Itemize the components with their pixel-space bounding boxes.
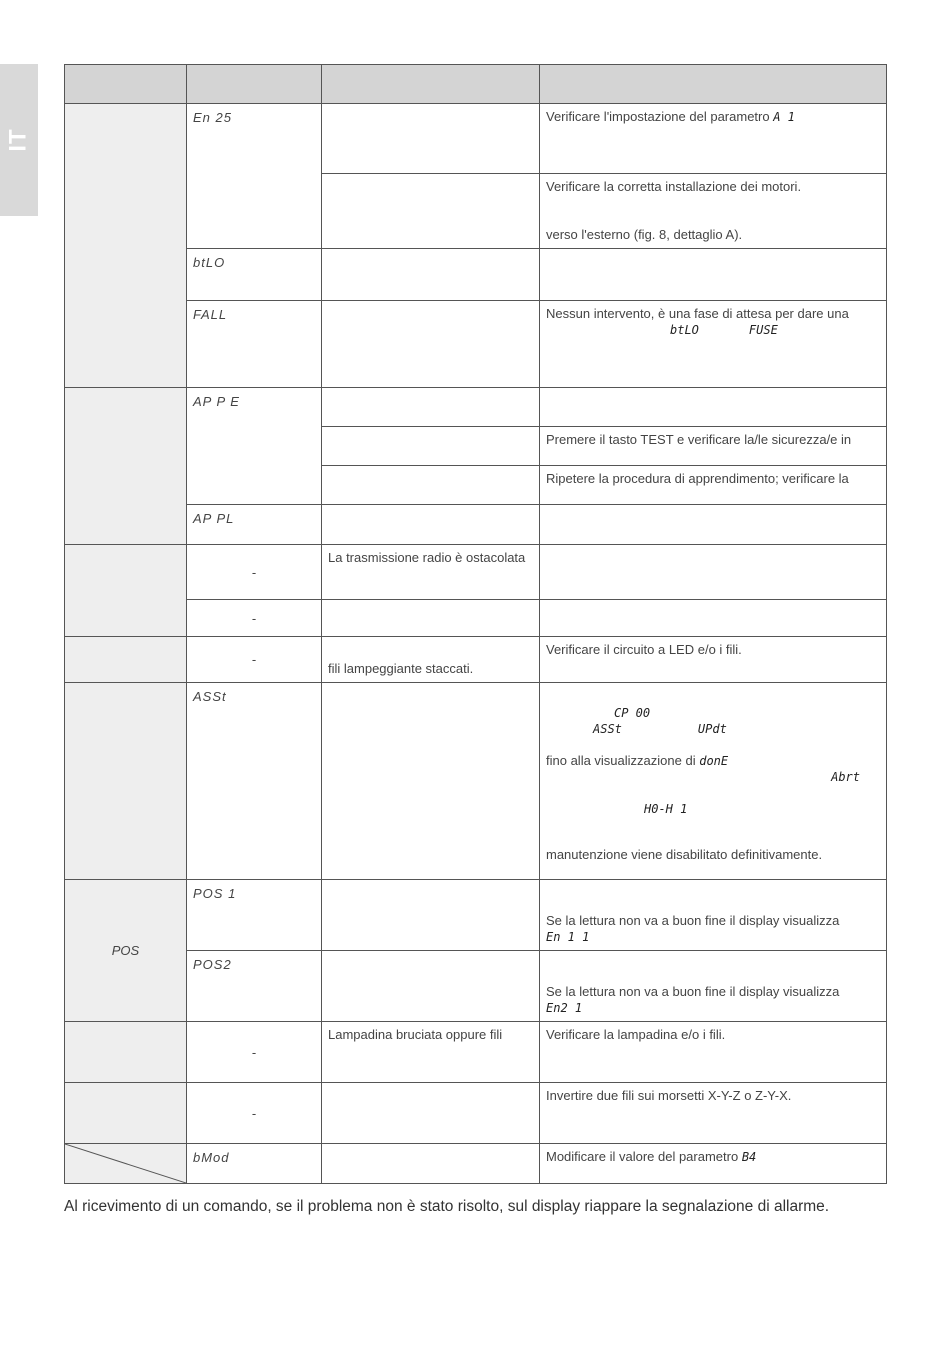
cause-cell [322, 249, 540, 301]
alarm-code: Abrt [831, 770, 860, 784]
display-code: FALL [187, 301, 322, 388]
group-cell [65, 104, 187, 388]
remedy-cell [540, 600, 887, 637]
display-code: En 25 [187, 104, 322, 249]
table-row [65, 880, 887, 951]
alarm-code: CP 00 [614, 706, 651, 720]
remedy-cell [540, 683, 887, 880]
remedy-text: Se la lettura non va a buon fine il display visualizza [546, 913, 840, 928]
remedy-cell [540, 545, 887, 600]
display-code: AP PL [187, 505, 322, 545]
group-cell [65, 1022, 187, 1083]
alarm-code: H0-H 1 [644, 802, 688, 816]
table-row [65, 249, 887, 301]
display-code: btLO [187, 249, 322, 301]
group-cell [65, 637, 187, 683]
header-cell [540, 65, 887, 104]
remedy-text: Nessun intervento, è una fase di attesa per dare una [546, 306, 849, 321]
table-header-row [65, 65, 887, 104]
table-row [65, 104, 887, 174]
table-row [65, 545, 887, 600]
display-code: - [187, 600, 322, 637]
cause-cell: fili lampeggiante staccati. [322, 637, 540, 683]
table-row [65, 1022, 887, 1083]
table-row [65, 505, 887, 545]
pos-label: POS [65, 880, 187, 1022]
display-code: - [187, 637, 322, 683]
display-code: - [187, 1083, 322, 1144]
remedy-cell: Ripetere la procedura di apprendimento; verificare la [540, 466, 887, 505]
remedy-cell [540, 388, 887, 427]
table-row [65, 683, 887, 880]
display-code: bMod [187, 1144, 322, 1184]
table-row [65, 951, 887, 1022]
remedy-text: manutenzione viene disabilitato definitivamente. [546, 847, 823, 862]
cause-cell [322, 683, 540, 880]
cause-cell [322, 951, 540, 1022]
cause-cell [322, 466, 540, 505]
alarm-table [64, 64, 887, 1184]
table-row [65, 637, 887, 683]
language-label: IT [4, 128, 32, 152]
table-row [65, 301, 887, 388]
table-row [65, 1083, 887, 1144]
alarm-code: ASSt [593, 722, 622, 736]
remedy-cell [540, 174, 887, 249]
cause-cell [322, 880, 540, 951]
cause-cell [322, 1083, 540, 1144]
remedy-text: verso l'esterno (fig. 8, dettaglio A). [546, 227, 743, 242]
remedy-text: fino alla visualizzazione di [546, 753, 696, 768]
remedy-cell [540, 951, 887, 1022]
remedy-text: Se la lettura non va a buon fine il display visualizza [546, 984, 840, 999]
display-code: AP P E [187, 388, 322, 505]
cause-cell [322, 388, 540, 427]
alarm-code: En 1 1 [546, 930, 590, 944]
cause-cell [322, 600, 540, 637]
cause-cell [322, 427, 540, 466]
display-code: - [187, 1022, 322, 1083]
table-row [65, 388, 887, 427]
cause-cell [322, 174, 540, 249]
display-code: - [187, 545, 322, 600]
display-code: POS 1 [187, 880, 322, 951]
remedy-cell: Verificare il circuito a LED e/o i fili. [540, 637, 887, 683]
remedy-cell [540, 249, 887, 301]
table-row [65, 600, 887, 637]
alarm-code: donE [699, 754, 729, 768]
remedy-cell [540, 505, 887, 545]
remedy-text: Verificare la corretta installazione dei motori. [546, 179, 802, 194]
param-code: B4 [741, 1150, 757, 1164]
group-cell [65, 388, 187, 545]
display-code: POS2 [187, 951, 322, 1022]
header-cell [322, 65, 540, 104]
diagonal-line [65, 1144, 186, 1183]
footer-note: Al ricevimento di un comando, se il problema non è stato risolto, sul display riappare la segnalazione di allarme. [64, 1198, 830, 1215]
remedy-text: Verificare l'impostazione del parametro [546, 109, 770, 124]
remedy-cell [540, 1144, 887, 1184]
remedy-cell [540, 301, 887, 388]
header-cell [65, 65, 187, 104]
cause-cell [322, 104, 540, 174]
diagonal-cell [65, 1144, 187, 1184]
remedy-cell [540, 104, 887, 174]
remedy-cell: Verificare la lampadina e/o i fili. [540, 1022, 887, 1083]
group-cell [65, 683, 187, 880]
table-row [65, 1144, 887, 1184]
remedy-cell: Premere il tasto TEST e verificare la/le sicurezza/e in [540, 427, 887, 466]
cause-cell [322, 1144, 540, 1184]
cause-cell [322, 301, 540, 388]
remedy-cell: Invertire due fili sui morsetti X-Y-Z o Z-Y-X. [540, 1083, 887, 1144]
alarm-code: btLO [670, 323, 699, 337]
alarm-code: FUSE [748, 323, 778, 337]
remedy-text: Modificare il valore del parametro [546, 1149, 739, 1164]
alarm-code: UPdt [697, 722, 727, 736]
remedy-cell [540, 880, 887, 951]
cause-cell [322, 505, 540, 545]
alarm-code: En2 1 [546, 1001, 583, 1015]
cause-cell: La trasmissione radio è ostacolata [322, 545, 540, 600]
cause-cell: Lampadina bruciata oppure fili [322, 1022, 540, 1083]
group-cell [65, 1083, 187, 1144]
header-cell [187, 65, 322, 104]
param-code: A 1 [773, 110, 795, 124]
group-cell [65, 545, 187, 637]
language-tab [0, 64, 38, 216]
display-code: ASSt [187, 683, 322, 880]
